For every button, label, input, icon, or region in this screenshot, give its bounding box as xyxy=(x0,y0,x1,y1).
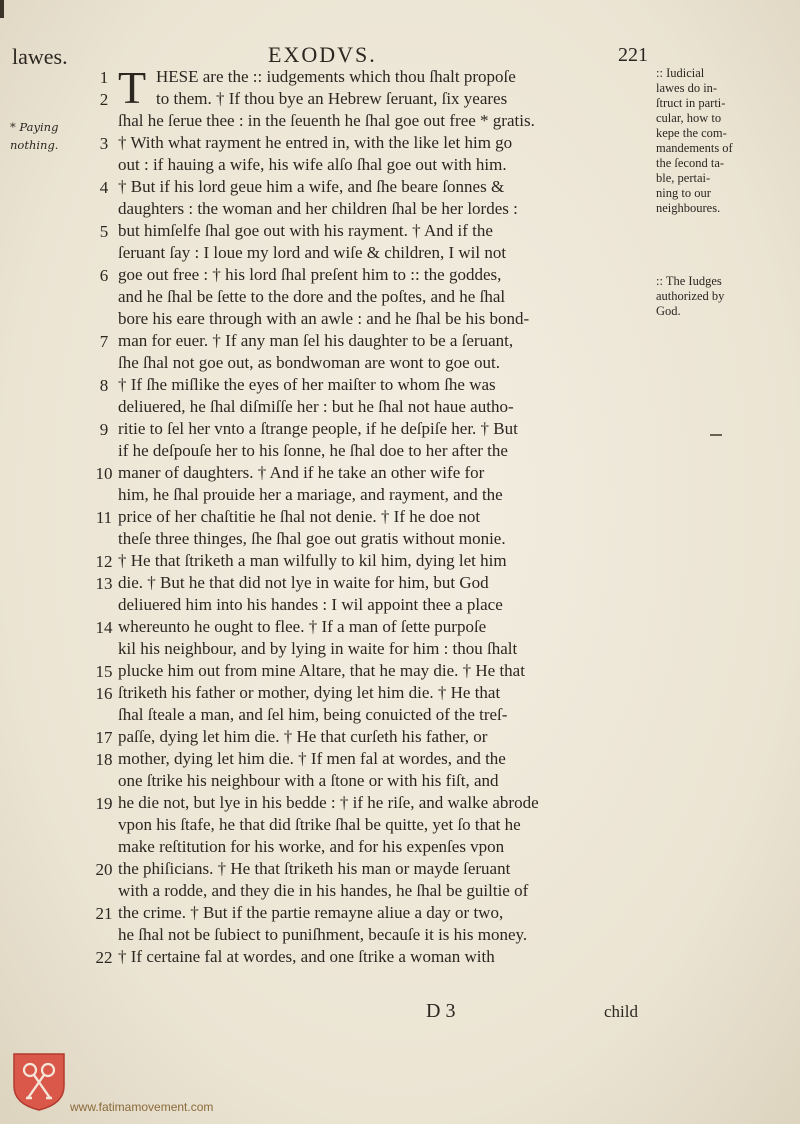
running-head-left: lawes. xyxy=(12,44,68,69)
margin-note-line: God. xyxy=(656,304,681,318)
verse-number: 7 xyxy=(99,332,109,351)
verse-number: 15 xyxy=(95,662,113,681)
text-line: him, he ſhal prouide her a mariage, and rayment, and the xyxy=(118,485,503,504)
verse-number: 14 xyxy=(95,618,113,637)
left-margin-line: nothing. xyxy=(10,138,59,152)
page-number: 221 xyxy=(618,44,648,66)
text-line: to them. † If thou bye an Hebrew ſeruant, ſix yeares xyxy=(156,89,508,108)
margin-note-line: ble, pertai- xyxy=(656,171,711,185)
margin-note-line: :: The Iudges xyxy=(656,274,722,288)
margin-note-line: kepe the com- xyxy=(656,126,727,140)
text-line: the crime. † But if the partie remayne aliue a day or two, xyxy=(118,903,504,922)
text-line: † With what rayment he entred in, with the like let him go xyxy=(118,133,513,152)
text-line: ſhal ſteale a man, and ſel him, being conuicted of the treſ- xyxy=(118,705,508,724)
text-line: † He that ſtriketh a man wilfully to kil him, dying let him xyxy=(118,551,507,570)
catchword: child xyxy=(604,1002,638,1021)
text-line: plucke him out from mine Altare, that he may die. † He that xyxy=(118,661,525,680)
text-line: paſſe, dying let him die. † He that curſeth his father, or xyxy=(118,727,488,746)
text-line: he die not, but lye in his bedde : † if he riſe, and walke abrode xyxy=(118,793,539,812)
text-line: die. † But he that did not lye in waite for him, but God xyxy=(118,573,489,592)
text-line: vpon his ſtafe, he that did ſtrike ſhal be quitte, yet ſo that he xyxy=(118,815,521,834)
website-link[interactable]: www.fatimamovement.com xyxy=(70,1100,214,1114)
verse-number: 19 xyxy=(95,794,113,813)
verse-number: 16 xyxy=(95,684,113,703)
text-line: mother, dying let him die. † If men fal at wordes, and the xyxy=(118,749,506,768)
verse-number: 20 xyxy=(95,860,113,879)
text-line: out : if hauing a wife, his wife alſo ſhal goe out with him. xyxy=(118,155,507,174)
text-line: whereunto he ought to flee. † If a man of ſette purpoſe xyxy=(118,617,487,636)
text-line: † If certaine fal at wordes, and one ſtrike a woman with xyxy=(118,947,495,966)
right-margin-note-judicial xyxy=(656,66,796,216)
verse-number: 17 xyxy=(95,728,113,747)
text-line: with a rodde, and they die in his handes, he ſhal be guiltie of xyxy=(118,881,529,900)
text-line: price of her chaſtitie he ſhal not denie. † If he doe not xyxy=(118,507,481,526)
text-line: and he ſhal be ſette to the dore and the poſtes, and he ſhal xyxy=(118,287,506,306)
margin-note-line: authorized by xyxy=(656,289,725,303)
verse-number: 21 xyxy=(95,904,113,923)
running-head-title: EXODVS. xyxy=(268,42,377,67)
text-line: bore his eare through with an awle : and he ſhal be his bond- xyxy=(118,309,530,328)
text-line: theſe three thinges, ſhe ſhal goe out gratis without monie. xyxy=(118,529,506,548)
right-margin-note-judges xyxy=(656,274,796,319)
text-line: one ſtrike his neighbour with a ſtone or with his fiſt, and xyxy=(118,771,499,790)
margin-note-line: cular, how to xyxy=(656,111,722,125)
margin-note-line: ſtruct in parti- xyxy=(656,96,726,110)
verse-number: 13 xyxy=(95,574,113,593)
text-line: maner of daughters. † And if he take an other wife for xyxy=(118,463,485,482)
text-line: the phiſicians. † He that ſtriketh his man or mayde ſeruant xyxy=(118,859,511,878)
text-line: goe out free : † his lord ſhal preſent him to :: the goddes, xyxy=(118,265,502,284)
margin-note-line: ning to our xyxy=(656,186,711,200)
margin-note-line: :: Iudicial xyxy=(656,66,705,80)
verse-number: 11 xyxy=(95,508,113,527)
verse-number: 4 xyxy=(99,178,109,197)
verse-number: 22 xyxy=(95,948,113,967)
margin-note-line: neighboures. xyxy=(656,201,721,215)
verse-number: 8 xyxy=(99,376,109,395)
verse-number: 9 xyxy=(99,420,109,439)
margin-note-line: lawes do in- xyxy=(656,81,718,95)
left-margin-note xyxy=(10,118,90,154)
verse-number: 3 xyxy=(99,134,109,153)
left-margin-line: * Paying xyxy=(10,120,59,134)
text-line: deliuered him into his handes : I wil appoint thee a place xyxy=(118,595,503,614)
verse-number: 18 xyxy=(95,750,113,769)
text-line: he ſhal not be ſubiect to puniſhment, becauſe it is his money. xyxy=(118,925,528,944)
text-line: if he deſpouſe her to his ſonne, he ſhal doe to her after the xyxy=(118,441,508,460)
text-line: ritie to ſel her vnto a ſtrange people, if he deſpiſe her. † But xyxy=(118,419,518,438)
running-head xyxy=(0,0,800,70)
signature-mark: D 3 xyxy=(426,1000,456,1022)
text-line: ſhal he ſerue thee : in the ſeuenth he ſhal goe out free * gratis. xyxy=(118,111,535,130)
margin-note-line: the ſecond ta- xyxy=(656,156,725,170)
verse-number: 10 xyxy=(95,464,113,483)
verse-number: 12 xyxy=(95,552,113,571)
text-line: † If ſhe miſlike the eyes of her maiſter to whom ſhe was xyxy=(118,375,496,394)
verse-number: 2 xyxy=(99,90,109,109)
drop-capital: T xyxy=(118,62,147,113)
text-line: ſtriketh his father or mother, dying let him die. † He that xyxy=(118,683,501,702)
ink-mark xyxy=(710,434,722,436)
text-line: † But if his lord geue him a wife, and ſhe beare ſonnes & xyxy=(118,177,505,196)
text-line: make reſtitution for his worke, and for his expenſes vpon xyxy=(118,837,505,856)
margin-note-line: mandements of xyxy=(656,141,733,155)
text-line: but himſelfe ſhal goe out with his rayment. † And if the xyxy=(118,221,493,240)
text-line: ſhe ſhal not goe out, as bondwoman are wont to goe out. xyxy=(118,353,500,372)
verse-number: 5 xyxy=(99,222,109,241)
text-line: deliuered, he ſhal diſmiſſe her : but he ſhal not haue autho- xyxy=(118,397,514,416)
text-line: man for euer. † If any man ſel his daughter to be a ſeruant, xyxy=(118,331,514,350)
text-line: kil his neighbour, and by lying in waite for him : thou ſhalt xyxy=(118,639,518,658)
text-line: daughters : the woman and her children ſhal be her lordes : xyxy=(118,199,518,218)
text-line: HESE are the :: iudgements which thou ſhalt propoſe xyxy=(156,67,516,86)
text-line: ſeruant ſay : I loue my lord and wiſe & children, I wil not xyxy=(118,243,507,262)
papal-keys-shield-icon xyxy=(12,1052,66,1112)
verse-number: 1 xyxy=(99,68,109,87)
verse-number: 6 xyxy=(99,266,109,285)
